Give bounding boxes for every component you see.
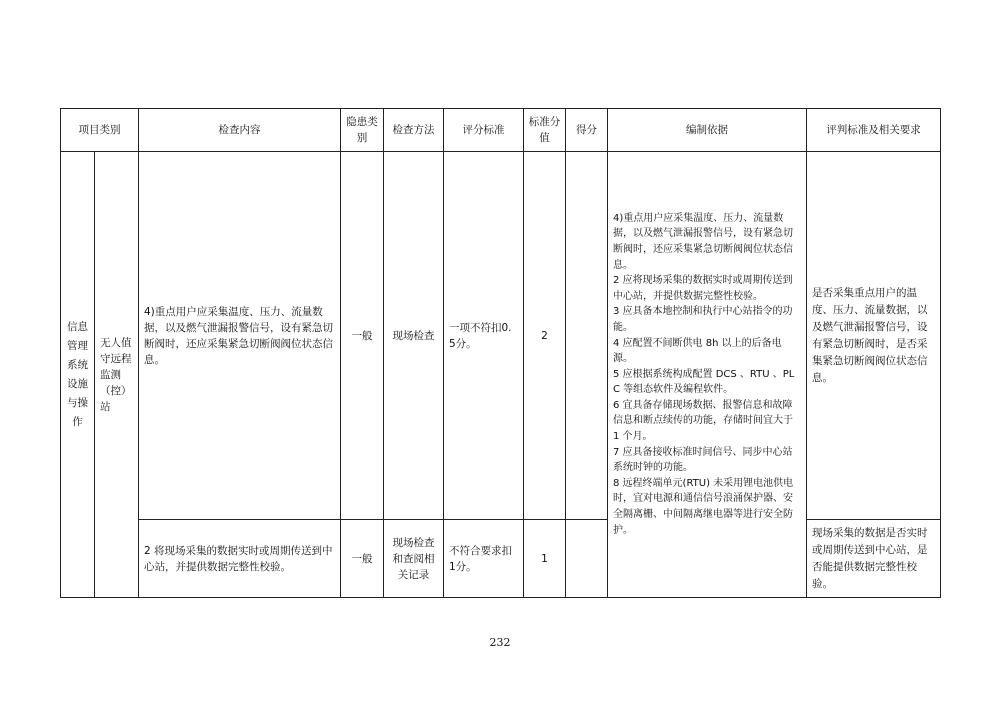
category-cell: 信息管理系统设施与操作: [61, 152, 95, 598]
std-score-cell: 1: [524, 520, 566, 598]
method-cell: 现场检查和查阅相关记录: [384, 520, 444, 598]
table-row: [61, 520, 941, 598]
basis-cell: [608, 152, 807, 598]
header-row: [61, 109, 941, 152]
content-cell: 2 将现场采集的数据实时或周期传送到中心站，并提供数据完整性校验。: [139, 520, 341, 598]
requirements-cell: 现场采集的数据是否实时或周期传送到中心站，是否能提供数据完整性校验。: [807, 520, 941, 598]
header-basis: 编制依据: [608, 109, 807, 152]
header-scoring: 评分标准: [444, 109, 524, 152]
header-score: 得分: [566, 109, 608, 152]
requirements-cell: 是否采集重点用户的温度、压力、流量数据，以及燃气泄漏报警信号，设有紧急切断阀时，是否采集紧急切断阀阀位状态信息。: [807, 152, 941, 520]
score-cell: [566, 520, 608, 598]
basis-item: 7 应具备接收标准时间信号、同步中心站系统时钟的功能。: [613, 446, 793, 474]
content-cell: 4)重点用户应采集温度、压力、流量数据，以及燃气泄漏报警信号，设有紧急切断阀时，还应采集紧急切断阀阀位状态信息。: [139, 152, 341, 520]
inspection-table: [60, 108, 941, 598]
scoring-cell: 一项不符扣0.5分。: [444, 152, 524, 520]
basis-item: 5 应根据系统构成配置 DCS 、RTU 、PLC 等组态软件及编程软件。: [613, 368, 795, 396]
table-row: [61, 152, 941, 520]
basis-item: 4)重点用户应采集温度、压力、流量数据，以及燃气泄漏报警信号，设有紧急切断阀时，还应采集紧急切断阀阀位状态信息。: [613, 212, 793, 271]
page-number: 232: [489, 636, 511, 649]
basis-item: 8 远程终端单元(RTU) 未采用锂电池供电时，宜对电源和通信信号浪涌保护器、安全隔离栅、中间隔离继电器等进行安全防护。: [613, 477, 794, 536]
header-std-score: 标准分值: [524, 109, 566, 152]
header-content: 检查内容: [139, 109, 341, 152]
header-method: 检查方法: [384, 109, 444, 152]
basis-item: 4 应配置不间断供电 8h 以上的后备电源。: [613, 337, 782, 365]
scoring-cell: 不符合要求扣1分。: [444, 520, 524, 598]
header-hazard: 隐患类别: [341, 109, 384, 152]
header-category: 项目类别: [61, 109, 139, 152]
basis-item: 3 应具备本地控制和执行中心站指令的功能。: [613, 306, 793, 333]
method-cell: 现场检查: [384, 152, 444, 520]
std-score-cell: 2: [524, 152, 566, 520]
hazard-cell: 一般: [341, 520, 384, 598]
score-cell: [566, 152, 608, 520]
hazard-cell: 一般: [341, 152, 384, 520]
header-requirements: 评判标准及相关要求: [807, 109, 941, 152]
subcategory-cell: 无人值守远程监测（控）站: [95, 152, 139, 598]
basis-item: 6 宜具备存储现场数据、报警信息和故障信息和断点续传的功能，存储时间宜大于 1 个月。: [613, 399, 793, 443]
basis-item: 2 应将现场采集的数据实时或周期传送到中心站，并提供数据完整性校验。: [613, 275, 793, 302]
